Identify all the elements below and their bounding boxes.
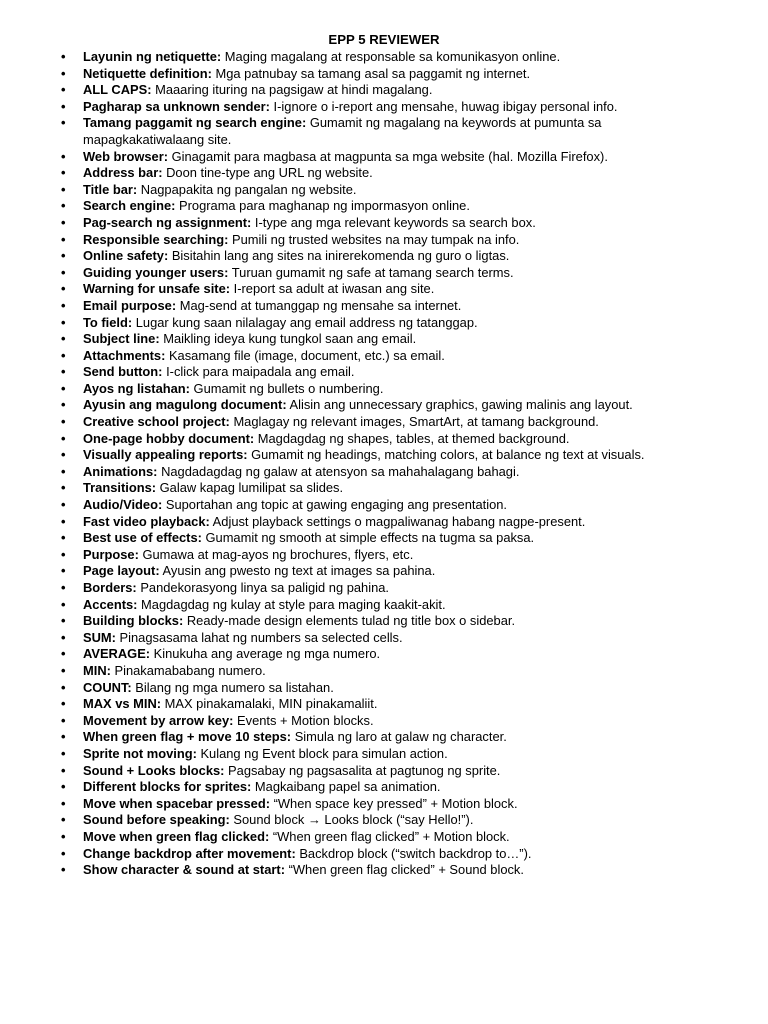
bullet-icon: • [61,65,66,81]
item-term: Layunin ng netiquette: [83,49,222,64]
item-term: Sound before speaking: [83,812,230,828]
list-item [61,480,723,497]
item-term: Subject line: [83,331,160,347]
list-item [61,828,723,846]
item-term: Netiquette definition: [83,65,212,81]
item-term: Borders: [83,580,137,595]
item-definition: Ginagamit para magbasa at magpunta sa mga website (hal. Mozilla Firefox). [168,148,608,164]
list-item [61,49,723,66]
item-definition: Simula ng laro at galaw ng character. [291,729,507,745]
item-term: AVERAGE: [83,646,151,662]
item-term: Ayos ng listahan: [83,380,190,396]
bullet-icon: • [61,214,66,230]
item-term: Email purpose: [83,297,177,313]
item-term: Warning for unsafe site: [83,281,231,297]
bullet-icon: • [61,596,66,612]
item-definition: Magdagdag ng kulay at style para maging kaakit-akit. [137,596,446,612]
item-term: Show character & sound at start: [83,862,285,878]
bullet-icon: • [61,497,66,513]
item-definition: Pumili ng trusted websites na may tumpak na info. [228,231,520,247]
item-term: Guiding younger users: [83,264,229,280]
item-term: Title bar: [83,181,138,197]
item-definition: Maaaring ituring na pagsigaw at hindi magalang. [151,82,433,98]
list-item [61,264,723,282]
list-item [61,662,723,680]
bullet-icon: • [61,729,66,745]
item-definition: Sound block → Looks block (“say Hello!”). [229,812,474,828]
item-term: Movement by arrow key: [83,712,234,728]
item-term: Visually appealing reports: [83,447,248,463]
bullet-icon: • [61,264,66,280]
bullet-icon: • [61,480,66,496]
bullet-icon: • [61,314,66,330]
item-term: Responsible searching: [83,231,229,247]
item-definition: Mga patnubay sa tamang asal sa paggamit ng internet. [211,65,531,81]
bullet-icon: • [61,762,66,778]
list-item [61,712,723,730]
reviewer-list [61,49,723,879]
item-definition: Magdagdag ng shapes, tables, at themed background. [254,430,570,446]
item-definition: Ready-made design elements tulad ng title box o sidebar. [183,613,516,629]
bullet-icon: • [61,779,66,795]
bullet-icon: • [61,115,66,131]
bullet-icon: • [61,414,66,430]
item-term: Change backdrop after movement: [83,845,296,861]
item-term: Different blocks for sprites: [83,779,252,795]
list-item [61,762,723,780]
list-item [61,862,723,879]
item-term: Ayusin ang magulong document: [83,397,287,413]
list-item [61,65,723,83]
item-definition: Maging magalang at responsable sa komunikasyon online. [221,49,561,64]
item-term: ALL CAPS: [83,82,152,98]
bullet-icon: • [61,447,66,463]
bullet-icon: • [61,148,66,164]
list-item [61,214,723,232]
item-term: Move when spacebar pressed: [83,795,270,811]
bullet-icon: • [61,828,66,844]
bullet-icon: • [61,629,66,645]
list-item [61,812,723,829]
list-item [61,580,723,597]
item-definition: MAX pinakamalaki, MIN pinakamaliit. [161,696,378,712]
bullet-icon: • [61,845,66,861]
list-item [61,115,723,148]
item-definition: Backdrop block (“switch backdrop to…”). [295,845,532,861]
bullet-icon: • [61,662,66,678]
item-term: Audio/Video: [83,497,163,513]
item-definition: I-report sa adult at iwasan ang site. [230,281,435,297]
list-item [61,447,723,464]
item-term: Web browser: [83,148,168,164]
item-term: Sound + Looks blocks: [83,762,225,778]
list-item [61,414,723,431]
list-item [61,347,723,365]
list-item [61,596,723,614]
item-definition: Maikling ideya kung tungkol saan ang email. [159,331,417,347]
item-definition: Lugar kung saan nilalagay ang email address ng tatanggap. [132,314,478,330]
list-item [61,629,723,647]
bullet-icon: • [61,248,66,264]
list-item [61,98,723,116]
item-definition: Magkaibang papel sa animation. [251,779,441,795]
list-item [61,397,723,414]
bullet-icon: • [61,347,66,363]
bullet-icon: • [61,580,66,595]
bullet-icon: • [61,380,66,396]
list-item [61,430,723,448]
item-definition: Nagdadagdag ng galaw at atensyon sa mahahalagang bahagi. [157,463,520,479]
item-definition: Events + Motion blocks. [233,712,374,728]
item-definition: Nagpapakita ng pangalan ng website. [137,181,357,197]
list-item [61,795,723,813]
item-definition: Kulang ng Event block para simulan action. [196,745,448,761]
list-item [61,497,723,514]
item-term: Fast video playback: [83,513,210,529]
list-item [61,530,723,547]
list-item [61,646,723,663]
item-term: Creative school project: [83,414,230,430]
bullet-icon: • [61,364,66,380]
list-item [61,314,723,332]
list-item [61,845,723,863]
bullet-icon: • [61,745,66,761]
item-term: Attachments: [83,347,166,363]
item-term: Search engine: [83,198,176,214]
bullet-icon: • [61,513,66,529]
item-definition: Suportahan ang topic at gawing engaging ang presentation. [162,497,507,513]
bullet-icon: • [61,297,66,313]
bullet-icon: • [61,165,66,181]
item-definition: Galaw kapag lumilipat sa slides. [156,480,344,496]
item-term: When green flag + move 10 steps: [83,729,292,745]
list-item [61,198,723,215]
list-item [61,364,723,381]
item-term: Purpose: [83,546,139,562]
list-item [61,513,723,531]
list-item [61,165,723,182]
bullet-icon: • [61,98,66,114]
list-item [61,82,723,99]
item-definition: Gumawa at mag-ayos ng brochures, flyers, etc. [138,546,414,562]
bullet-icon: • [61,49,66,64]
item-term: Page layout: [83,563,160,579]
item-definition: Kasamang file (image, document, etc.) sa email. [165,347,445,363]
list-item [61,463,723,481]
item-term: Transitions: [83,480,157,496]
bullet-icon: • [61,862,66,878]
bullet-icon: • [61,679,66,695]
item-definition: Gumamit ng magalang na keywords at pumunta sa mapagkakatiwalaang site. [83,115,602,147]
item-definition: I-type ang mga relevant keywords sa search box. [251,214,536,230]
item-definition: Pandekorasyong linya sa paligid ng pahina. [136,580,389,595]
list-item [61,563,723,580]
list-item [61,331,723,348]
item-term: One-page hobby document: [83,430,255,446]
list-item [61,148,723,166]
item-term: Building blocks: [83,613,184,629]
item-term: Address bar: [83,165,163,181]
item-definition: I-click para maipadala ang email. [162,364,355,380]
list-item [61,696,723,713]
item-term: Move when green flag clicked: [83,828,270,844]
item-definition: I-ignore o i-report ang mensahe, huwag ibigay personal info. [269,98,618,114]
bullet-icon: • [61,696,66,712]
list-item [61,181,723,199]
list-item [61,745,723,763]
bullet-icon: • [61,198,66,214]
list-item [61,297,723,315]
bullet-icon: • [61,712,66,728]
item-definition: Doon tine-type ang URL ng website. [162,165,373,181]
list-item [61,380,723,398]
item-definition: Pinagsasama lahat ng numbers sa selected cells. [115,629,403,645]
list-item [61,281,723,298]
bullet-icon: • [61,613,66,629]
item-definition: Programa para maghanap ng impormasyon online. [175,198,470,214]
item-definition: Gumamit ng bullets o numbering. [189,380,384,396]
item-term: MAX vs MIN: [83,696,162,712]
item-definition: Bisitahin lang ang sites na inirerekomenda ng guro o ligtas. [168,248,510,264]
page-title: EPP 5 REVIEWER [328,32,440,47]
item-definition: Ayusin ang pwesto ng text at images sa pahina. [159,563,436,579]
item-definition: Gumamit ng headings, matching colors, at balance ng text at visuals. [247,447,645,463]
bullet-icon: • [61,397,66,413]
bullet-icon: • [61,563,66,579]
item-term: Sprite not moving: [83,745,197,761]
item-term: Accents: [83,596,138,612]
list-item [61,546,723,564]
item-definition: Alisin ang unnecessary graphics, gawing malinis ang layout. [286,397,633,413]
item-term: To field: [83,314,133,330]
list-item [61,248,723,265]
list-item [61,729,723,746]
item-definition: “When green flag clicked” + Sound block. [285,862,524,878]
item-definition: Turuan gumamit ng safe at tamang search terms. [228,264,514,280]
list-item [61,613,723,630]
item-definition: Adjust playback settings o magpaliwanag habang nagpe-present. [209,513,586,529]
bullet-icon: • [61,231,66,247]
item-definition: “When space key pressed” + Motion block. [269,795,518,811]
item-definition: Kinukuha ang average ng mga numero. [150,646,381,662]
item-definition: Gumamit ng smooth at simple effects na tugma sa paksa. [201,530,535,546]
item-term: Animations: [83,463,158,479]
item-term: SUM: [83,629,116,645]
item-term: Tamang paggamit ng search engine: [83,115,307,131]
list-item [61,231,723,249]
bullet-icon: • [61,463,66,479]
item-term: Pagharap sa unknown sender: [83,98,270,114]
list-item [61,779,723,796]
item-term: COUNT: [83,679,132,695]
bullet-icon: • [61,331,66,347]
list-item [61,679,723,697]
bullet-icon: • [61,795,66,811]
bullet-icon: • [61,281,66,297]
bullet-icon: • [61,430,66,446]
item-definition: Maglagay ng relevant images, SmartArt, at tamang background. [229,414,599,430]
item-term: MIN: [83,662,111,678]
bullet-icon: • [61,530,66,546]
bullet-icon: • [61,546,66,562]
bullet-icon: • [61,82,66,98]
item-definition: Mag-send at tumanggap ng mensahe sa internet. [176,297,462,313]
item-term: Best use of effects: [83,530,202,546]
bullet-icon: • [61,646,66,662]
bullet-icon: • [61,812,66,828]
item-definition: Pinakamababang numero. [110,662,266,678]
item-term: Pag-search ng assignment: [83,214,252,230]
item-term: Online safety: [83,248,169,264]
item-definition: Bilang ng mga numero sa listahan. [131,679,334,695]
item-term: Send button: [83,364,163,380]
item-definition: Pagsabay ng pagsasalita at pagtunog ng sprite. [224,762,501,778]
item-definition: “When green flag clicked” + Motion block. [269,828,510,844]
bullet-icon: • [61,181,66,197]
